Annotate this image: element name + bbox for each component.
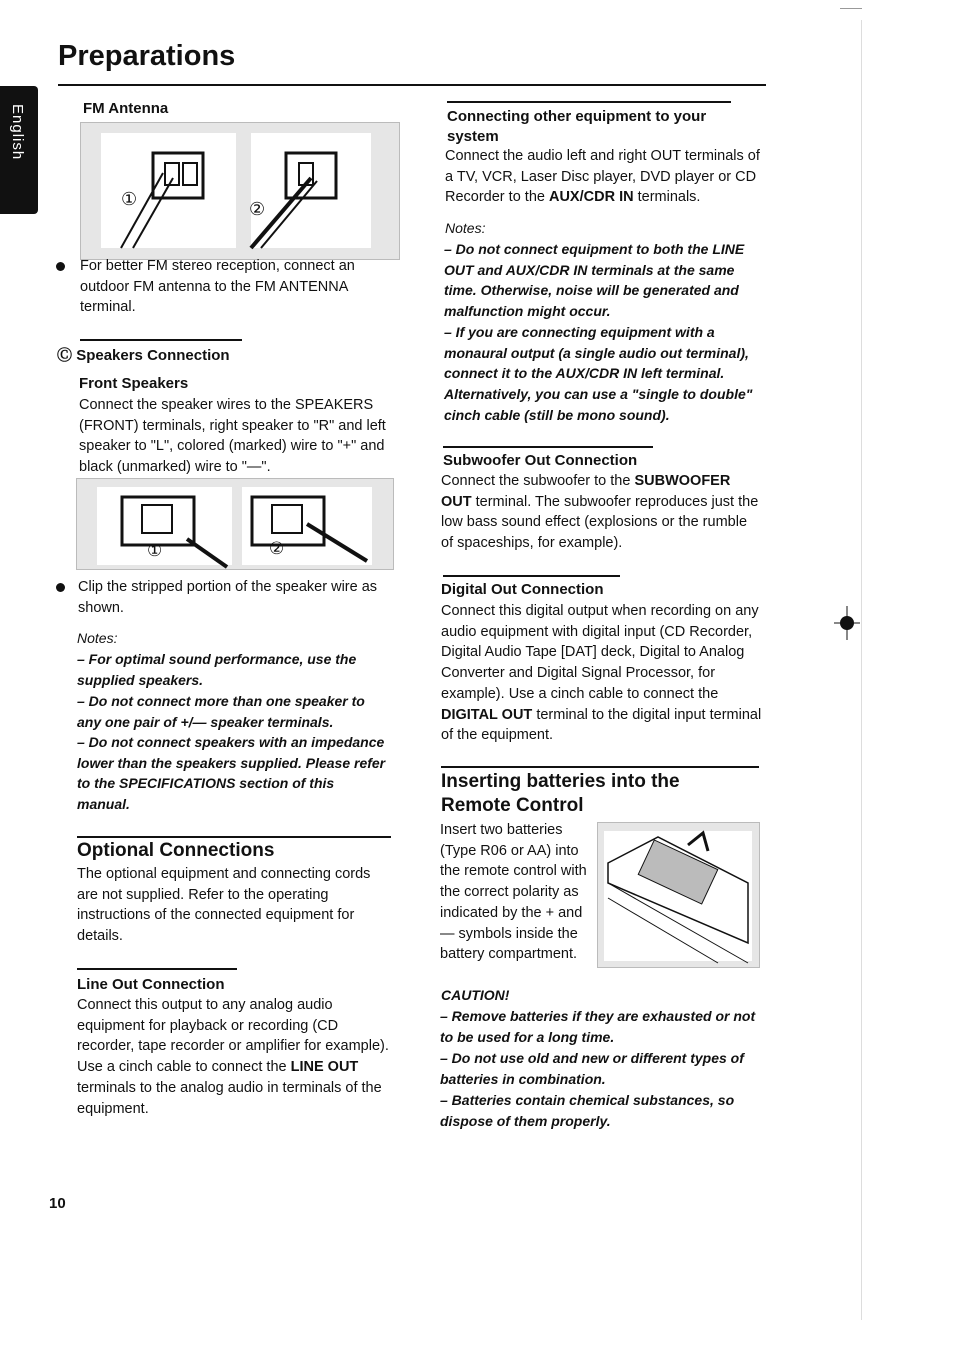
section-rule (443, 575, 620, 577)
speaker-note-1: – For optimal sound performance, use the supplied speakers. (77, 651, 357, 688)
crop-mark (840, 8, 862, 9)
optional-connections-heading: Optional Connections (77, 840, 275, 861)
speaker-note-2: – Do not connect more than one speaker to any one pair of +/— speaker terminals. (77, 693, 365, 730)
equipment-note-2: – If you are connecting equipment with a monaural output (a single audio out terminal), connect it to the AUX/CDR IN left terminal. Alternatively, you can use a "single to double" cinch cable (still be mono sound). (444, 324, 753, 423)
section-rule (443, 446, 653, 448)
front-speakers-text: Connect the speaker wires to the SPEAKERS (FRONT) terminals, right speaker to "R" and left speaker to "L", colored (marked) wire to "+" and black (unmarked) wire to "—". (79, 397, 386, 476)
section-marker: Ⓒ (57, 347, 73, 364)
section-rule (77, 836, 391, 838)
section-rule (441, 766, 759, 768)
caution-label: CAUTION! (441, 987, 510, 1003)
digital-out-heading: Digital Out Connection (441, 581, 604, 598)
speakers-heading-text: Speakers Connection (76, 347, 230, 364)
speaker-note-3: – Do not connect speakers with an impedance lower than the speakers supplied. Please refer to the SPECIFICATIONS section of this manual. (77, 734, 386, 813)
language-tab-label: English (9, 104, 26, 161)
subwoofer-heading: Subwoofer Out Connection (443, 452, 638, 469)
caution-3: – Batteries contain chemical substances, so dispose of them properly. (440, 1092, 735, 1129)
line-out-text: Connect this output to any analog audio equipment for playback or recording (CD recorder, tape recorder or amplifier for example). Use a cinch cable to connect the LINE OUT terminals to the analog audio in terminals of the equipment. (77, 997, 389, 1117)
fm-antenna-text: For better FM stereo reception, connect an outdoor FM antenna to the FM ANTENNA terminal. (80, 258, 355, 316)
optional-connections-text: The optional equipment and connecting cords are not supplied. Refer to the operating instructions of the connected equipment for details. (77, 866, 371, 945)
section-rule (80, 339, 242, 341)
caution-1: – Remove batteries if they are exhausted or not to be used for a long time. (440, 1008, 756, 1045)
remote-battery-figure (597, 822, 760, 968)
fig-label-2: ② (269, 539, 285, 558)
digital-out-text: Connect this digital output when recording on any audio equipment with digital input (CD Recorder, Digital Audio Tape [DAT] deck, Digital to Analog Converter and Digital Signal Processor, for example). Use a cinch cable to connect the DIGITAL OUT terminal to the digital input terminal of the equipment. (441, 603, 762, 744)
fig-label-2: ② (249, 199, 266, 219)
crop-line (861, 20, 862, 1320)
speakers-heading (57, 344, 230, 365)
front-speakers-heading: Front Speakers (79, 375, 189, 392)
bullet (56, 583, 65, 592)
title-rule (58, 84, 766, 86)
clip-wire-text: Clip the stripped portion of the speaker wire as shown. (78, 579, 378, 616)
section-rule (447, 101, 731, 103)
batteries-heading: Inserting batteries into the Remote Control (441, 771, 680, 816)
fm-antenna-figure (80, 122, 400, 260)
fm-antenna-heading: FM Antenna (83, 100, 169, 117)
bullet (56, 262, 65, 271)
subwoofer-text: Connect the subwoofer to the SUBWOOFER OUT terminal. The subwoofer reproduces just the low bass sound effect (explosions or the rumble of spaceships, for example). (441, 473, 759, 552)
speaker-wire-figure (76, 478, 394, 570)
section-rule (77, 968, 237, 970)
equipment-note-1: – Do not connect equipment to both the LINE OUT and AUX/CDR IN terminals at the same time. Otherwise, noise will be generated and malfunction might occur. (444, 241, 745, 320)
registration-mark (834, 606, 860, 640)
page-title: Preparations (58, 40, 236, 72)
fig-label-1: ① (147, 541, 163, 560)
page-number: 10 (49, 1195, 66, 1212)
fig-label-1: ① (121, 189, 138, 209)
notes-label: Notes: (445, 220, 486, 236)
notes-label: Notes: (77, 630, 118, 646)
other-equipment-text: Connect the audio left and right OUT terminals of a TV, VCR, Laser Disc player, DVD player or CD Recorder to the AUX/CDR IN terminals. (445, 148, 760, 206)
batteries-text: Insert two batteries (Type R06 or AA) into the remote control with the correct polarity as indicated by the + and — symbols inside the battery compartment. (440, 822, 587, 963)
caution-2: – Do not use old and new or different types of batteries in combination. (440, 1050, 744, 1087)
other-equipment-heading: Connecting other equipment to your system (447, 108, 707, 145)
line-out-heading: Line Out Connection (77, 976, 225, 993)
language-tab (0, 86, 38, 214)
